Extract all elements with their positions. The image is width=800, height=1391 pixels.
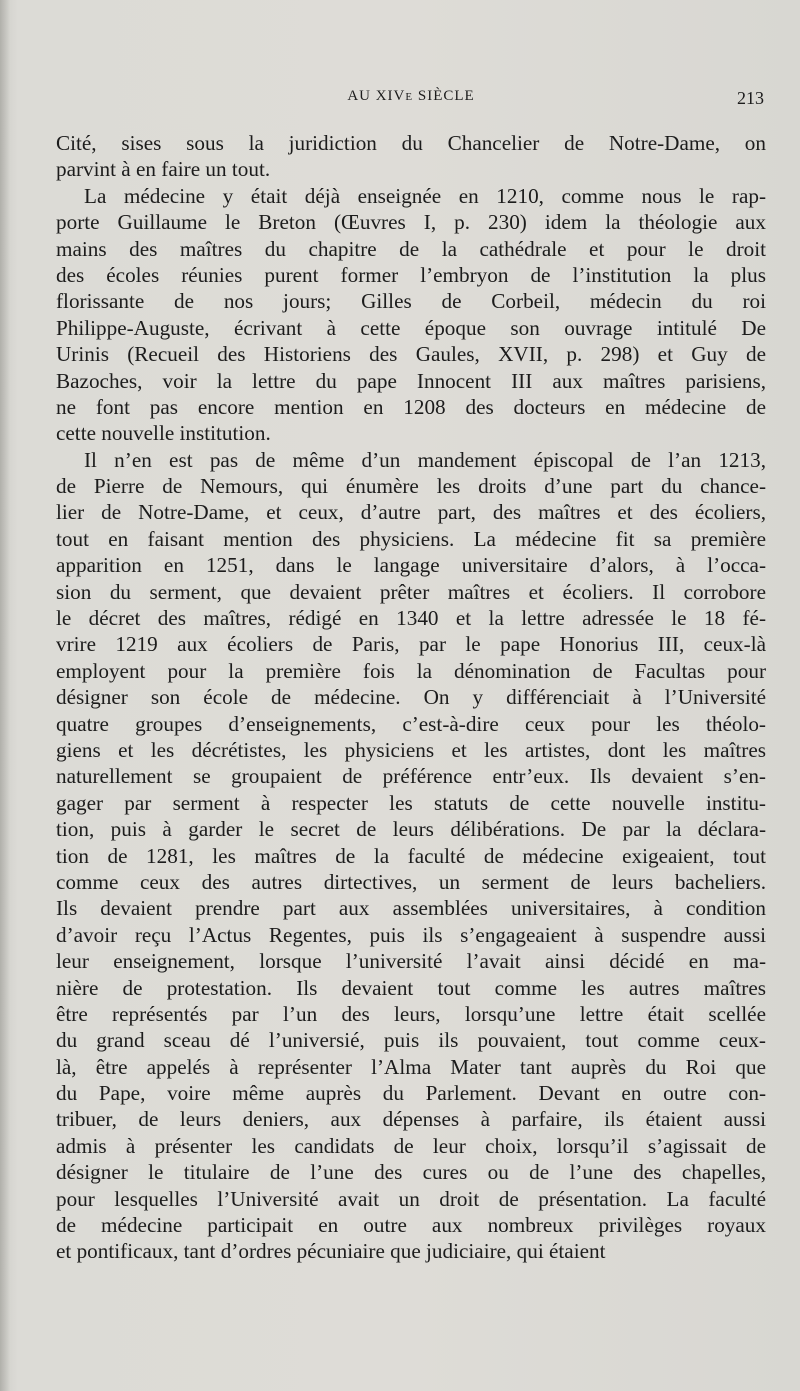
text-line: gager par serment à respecter les statuts de cette nouvelle institu- — [56, 790, 766, 815]
text-line: Philippe-Auguste, écrivant à cette époque son ouvrage intitulé De — [56, 315, 766, 340]
text-line: La médecine y était déjà enseignée en 1210, comme nous le rap- — [84, 183, 766, 208]
text-line: florissante de nos jours; Gilles de Corbeil, médecin du roi — [56, 289, 766, 314]
text-line: Il n’en est pas de même d’un mandement épiscopal de l’an 1213, — [84, 447, 766, 472]
text-line: et pontificaux, tant d’ordres pécuniaire que judiciaire, qui étaient — [56, 1239, 606, 1264]
text-line: désigner le titulaire de l’une des cures ou de l’une des chapelles, — [56, 1160, 766, 1185]
text-line: des écoles réunies purent former l’embryon de l’institution la plus — [56, 262, 766, 287]
text-line: vrire 1219 aux écoliers de Paris, par le pape Honorius III, ceux-là — [56, 632, 766, 657]
text-line: être représentés par l’un des leurs, lorsqu’une lettre était scellée — [56, 1001, 766, 1026]
running-title: AU XIVe SIÈCLE — [347, 88, 475, 104]
text-line: Ils devaient prendre part aux assemblées universitaires, à condition — [56, 896, 766, 921]
text-line: quatre groupes d’enseignements, c’est-à-dire ceux pour les théolo- — [56, 711, 766, 736]
text-line: de médecine participait en outre aux nombreux privilèges royaux — [56, 1213, 766, 1238]
text-line: mains des maîtres du chapitre de la cathédrale et pour le droit — [56, 236, 766, 261]
text-line: du grand sceau dé l’universié, puis ils pouvaient, tout comme ceux- — [56, 1028, 766, 1053]
text-line: Bazoches, voir la lettre du pape Innocent III aux maîtres parisiens, — [56, 368, 766, 393]
text-line: employent pour la première fois la dénomination de Facultas pour — [56, 658, 766, 683]
page-number: 213 — [737, 88, 764, 108]
text-line: d’avoir reçu l’Actus Regentes, puis ils s’engageaient à suspendre aussi — [56, 922, 766, 947]
text-line: sion du serment, que devaient prêter maîtres et écoliers. Il corrobore — [56, 579, 766, 604]
text-line: là, être appelés à représenter l’Alma Mater tant auprès du Roi que — [56, 1054, 766, 1079]
text-line: le décret des maîtres, rédigé en 1340 et la lettre adressée le 18 fé- — [56, 606, 766, 631]
text-line: de Pierre de Nemours, qui énumère les droits d’une part du chance- — [56, 474, 766, 499]
text-line: tout en faisant mention des physiciens. La médecine fit sa première — [56, 526, 766, 551]
text-line: du Pape, voire même auprès du Parlement. Devant en outre con- — [56, 1081, 766, 1106]
body-text — [56, 130, 766, 1265]
text-line: tribuer, de leurs deniers, aux dépenses à parfaire, ils étaient aussi — [56, 1107, 766, 1132]
text-line: ne font pas encore mention en 1208 des docteurs en médecine de — [56, 394, 766, 419]
text-line: apparition en 1251, dans le langage universitaire d’alors, à l’occa- — [56, 553, 766, 578]
text-line: leur enseignement, lorsque l’université l’avait ainsi décidé en ma- — [56, 949, 766, 974]
text-line: comme ceux des autres dirtectives, un serment de leurs bacheliers. — [56, 869, 766, 894]
text-line: cette nouvelle institution. — [56, 421, 271, 446]
text-line: tion de 1281, les maîtres de la faculté de médecine exigeaient, tout — [56, 843, 766, 868]
text-line: lier de Notre-Dame, et ceux, d’autre part, des maîtres et des écoliers, — [56, 500, 766, 525]
text-line: porte Guillaume le Breton (Œuvres I, p. 230) idem la théologie aux — [56, 210, 766, 235]
text-line: admis à présenter les candidats de leur choix, lorsqu’il s’agissait de — [56, 1133, 766, 1158]
text-line: tion, puis à garder le secret de leurs délibérations. De par la déclara- — [56, 817, 766, 842]
text-line: parvint à en faire un tout. — [56, 157, 271, 182]
text-line: nière de protestation. Ils devaient tout comme les autres maîtres — [56, 975, 766, 1000]
text-line: désigner son école de médecine. On y différenciait à l’Université — [56, 685, 766, 710]
page-edge-shadow — [0, 0, 10, 1391]
text-line: naturellement se groupaient de préférence entr’eux. Ils devaient s’en- — [56, 764, 766, 789]
text-line: pour lesquelles l’Université avait un droit de présentation. La faculté — [56, 1186, 766, 1211]
text-line: Urinis (Recueil des Historiens des Gaules, XVII, p. 298) et Guy de — [56, 342, 766, 367]
text-line: Cité, sises sous la juridiction du Chancelier de Notre-Dame, on — [56, 131, 766, 155]
text-line: giens et les décrétistes, les physiciens et les artistes, dont les maîtres — [56, 737, 766, 762]
page-header — [52, 88, 770, 112]
